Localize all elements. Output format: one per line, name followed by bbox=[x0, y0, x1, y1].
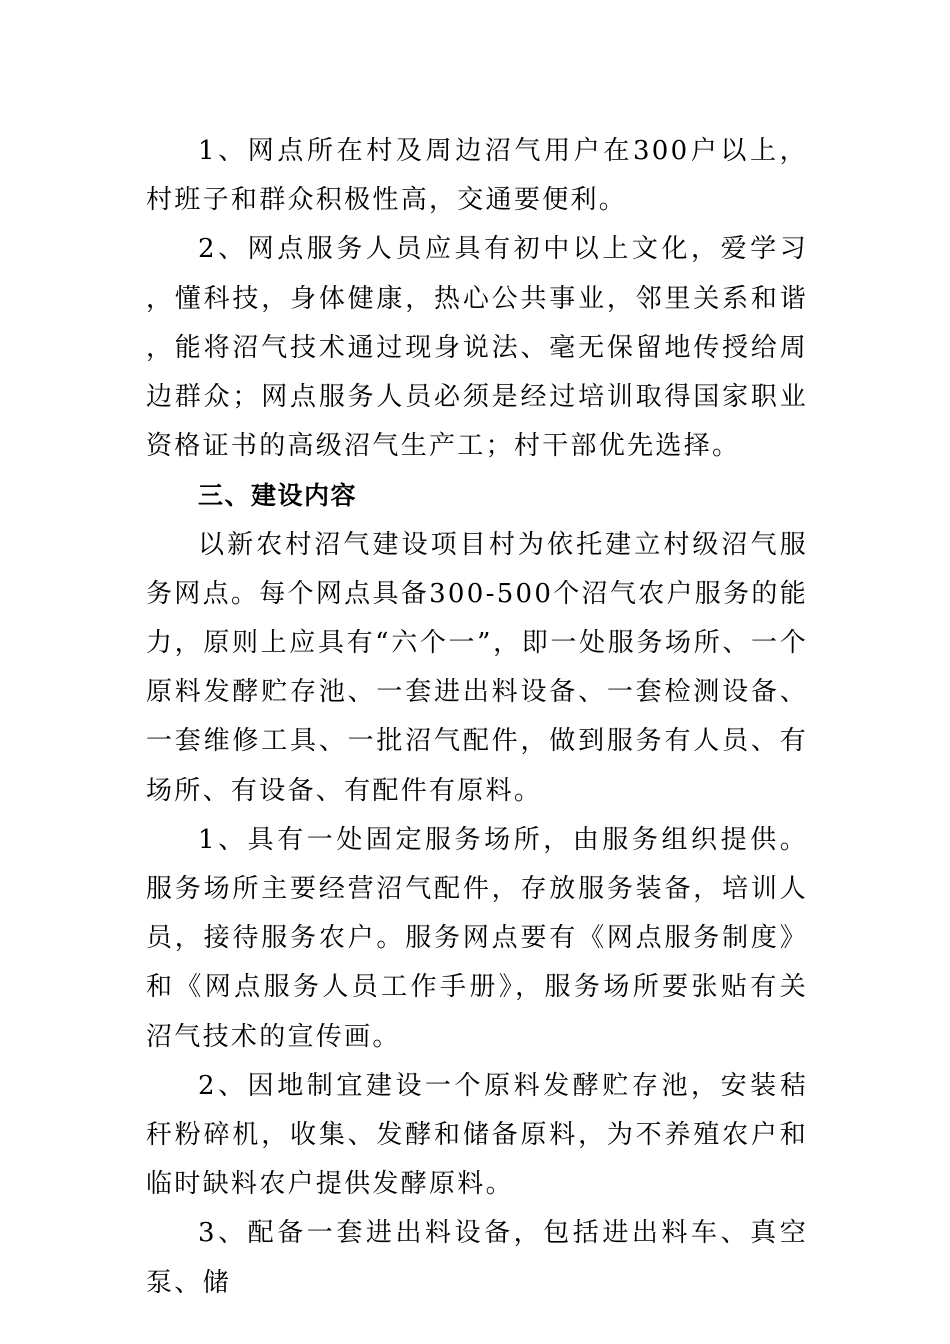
paragraph-fermentation-pool: 2、因地制宜建设一个原料发酵贮存池，安装秸秆粉碎机，收集、发酵和储备原料，为不养殖农户和临时缺料农户提供发酵原料。 bbox=[146, 1070, 808, 1200]
paragraph-site-requirements: 1、网点所在村及周边沼气用户在300户以上，村班子和群众积极性高，交通要便利。 bbox=[146, 136, 808, 216]
paragraph-service-site: 1、具有一处固定服务场所，由服务组织提供。服务场所主要经营沼气配件，存放服务装备，培训人员，接待服务农户。服务网点要有《网点服务制度》和《网点服务人员工作手册》，服务场所要张贴有关沼气技术的宣传画。 bbox=[146, 824, 808, 1052]
document-body bbox=[146, 127, 808, 1308]
section-heading-construction-content: 三、建设内容 bbox=[198, 481, 358, 511]
paragraph-feeding-equipment: 3、配备一套进出料设备，包括进出料车、真空泵、储 bbox=[146, 1218, 808, 1298]
paragraph-staff-requirements: 2、网点服务人员应具有初中以上文化，爱学习，懂科技，身体健康，热心公共事业，邻里关系和谐，能将沼气技术通过现身说法、毫无保留地传授给周边群众；网点服务人员必须是经过培训取得国家职业资格证书的高级沼气生产工；村干部优先选择。 bbox=[146, 234, 808, 462]
paragraph-construction-overview: 以新农村沼气建设项目村为依托建立村级沼气服务网点。每个网点具备300-500个沼气农户服务的能力，原则上应具有“六个一”，即一处服务场所、一个原料发酵贮存池、一套进出料设备、一套检测设备、一套维修工具、一批沼气配件，做到服务有人员、有场所、有设备、有配件有原料。 bbox=[146, 529, 808, 806]
